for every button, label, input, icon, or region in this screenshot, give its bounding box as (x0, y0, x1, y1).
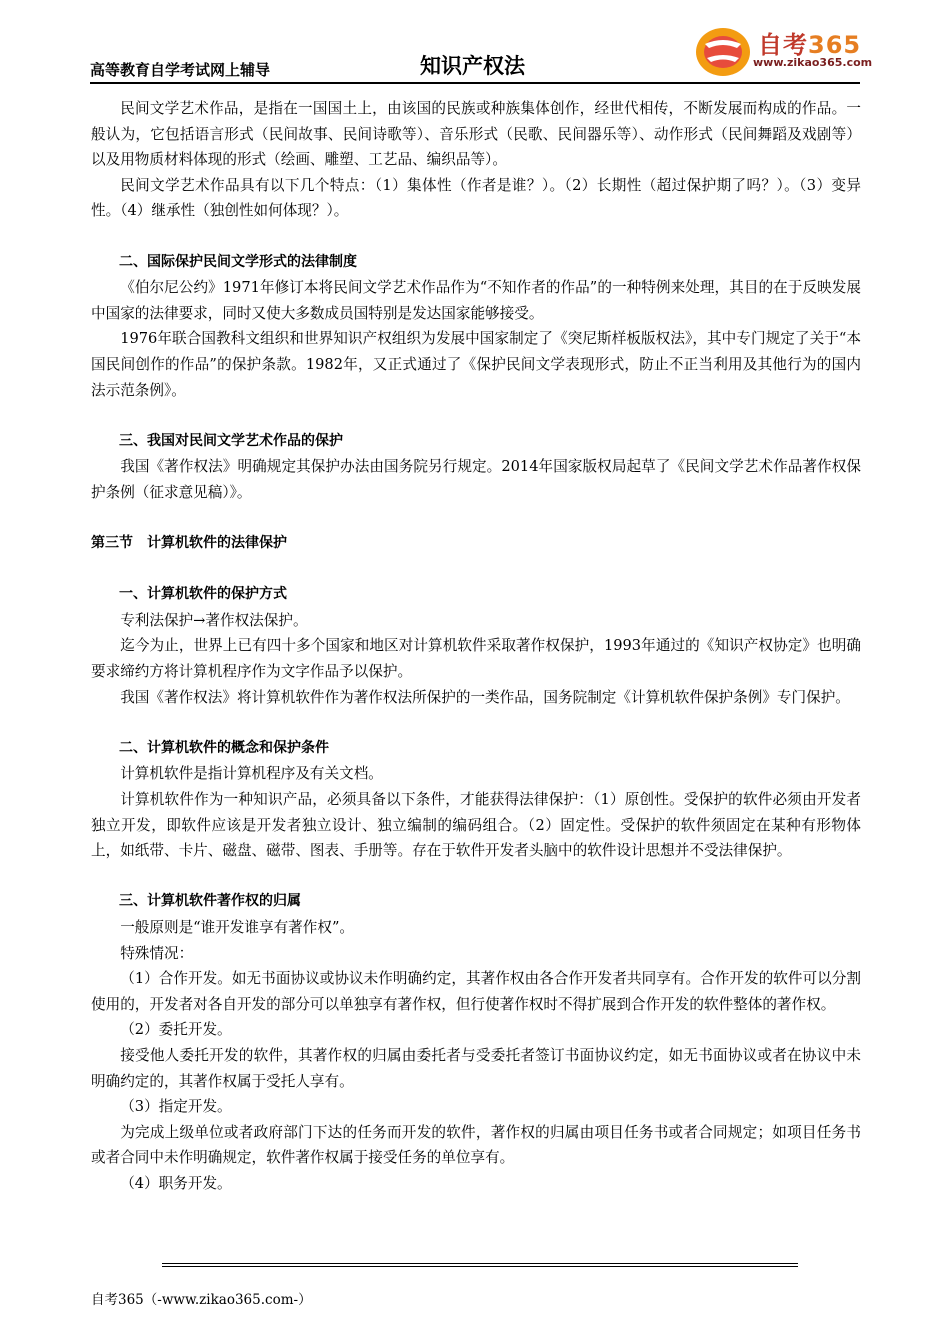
page-header (90, 20, 873, 82)
section-heading: 二、计算机软件的概念和保护条件 (119, 739, 329, 756)
body-paragraph: 我国《著作权法》将计算机软件作为著作权法所保护的一类作品，国务院制定《计算机软件保护条例》专门保护。 (120, 688, 850, 706)
section-heading: 三、计算机软件著作权的归属 (119, 893, 301, 910)
logo-wordmark: 自考365 (758, 31, 862, 59)
body-paragraph: 1976年联合国教科文组织和世界知识产权组织为发展中国家制定了《突尼斯样板版权法》，其中专门规定了关于“本国民间创作的作品”的保护条款。1982年，又正式通过了《保护民间文学表现形式，防止不正当利用及其他行为的国内法示范条例》。 (91, 330, 861, 399)
logo-url: www.zikao365.com (753, 56, 873, 69)
body-paragraph: 我国《著作权法》明确规定其保护办法由国务院另行规定。2014年国家版权局起草了《民间文学艺术作品著作权保护条例（征求意见稿）》。 (91, 458, 861, 501)
body-paragraph: 计算机软件作为一种知识产品，必须具备以下条件，才能获得法律保护：（1）原创性。受保护的软件必须由开发者独立开发，即软件应该是开发者独立设计、独立编制的编码组合。（2）固定性。受保护的软件须固定在某种有形物体上，如纸带、卡片、磁盘、磁带、图表、手册等。存在于软件开发者头脑中的软件设计思想并不受法律保护。 (91, 791, 861, 860)
logo-emblem-icon (693, 22, 753, 80)
section-heading: 一、计算机软件的保护方式 (119, 586, 287, 603)
body-paragraph: （4）职务开发。 (120, 1174, 232, 1192)
body-paragraph: 计算机软件是指计算机程序及有关文档。 (120, 765, 383, 783)
body-paragraph: 《伯尔尼公约》1971年修订本将民间文学艺术作品作为“不知作者的作品”的一种特例来处理，其目的在于反映发展中国家的法律要求，同时又使大多数成员国特别是发达国家能够接受。 (91, 279, 861, 322)
header-divider (90, 82, 860, 84)
body-paragraph: （1）合作开发。如无书面协议或协议未作明确约定，其著作权由各合作开发者共同享有。合作开发的软件可以分割使用的，开发者对各自开发的部分可以单独享有著作权，但行使著作权时不得扩展到合作开发的软件整体的著作权。 (91, 970, 861, 1013)
body-paragraph: 民间文学艺术作品具有以下几个特点：（1）集体性（作者是谁？）。（2）长期性（超过保护期了吗？）。（3）变异性。（4）继承性（独创性如何体现？）。 (91, 176, 861, 220)
zikao365-logo[interactable] (693, 22, 873, 80)
body-paragraph: 一般原则是“谁开发谁享有著作权”。 (120, 919, 355, 936)
body-paragraph: 特殊情况： (120, 944, 194, 962)
body-paragraph: 接受他人委托开发的软件，其著作权的归属由委托者与受委托者签订书面协议约定，如无书面协议或者在协议中未明确约定的，其著作权属于受托人享有。 (91, 1046, 861, 1090)
footer-divider (162, 1263, 798, 1264)
section-heading: 二、国际保护民间文学形式的法律制度 (119, 253, 357, 270)
chapter-heading: 第三节 计算机软件的法律保护 (91, 535, 287, 552)
body-paragraph: （3）指定开发。 (120, 1098, 232, 1116)
header-subtitle: 高等教育自学考试网上辅导 (90, 61, 271, 79)
document-title: 知识产权法 (420, 54, 525, 78)
footer-divider (162, 1266, 798, 1267)
footer-text: 自考365（-www.zikao365.com-） (91, 1292, 312, 1308)
body-paragraph: 迄今为止，世界上已有四十多个国家和地区对计算机软件采取著作权保护，1993年通过的《知识产权协定》也明确要求缔约方将计算机程序作为文字作品予以保护。 (91, 637, 861, 681)
body-paragraph: 为完成上级单位或者政府部门下达的任务而开发的软件，著作权的归属由项目任务书或者合同规定；如项目任务书或者合同中未作明确规定，软件著作权属于接受任务的单位享有。 (91, 1123, 861, 1167)
body-paragraph: （2）委托开发。 (120, 1021, 232, 1039)
document-body (91, 96, 861, 1197)
body-paragraph: 专利法保护→著作权法保护。 (120, 611, 308, 629)
section-heading: 三、我国对民间文学艺术作品的保护 (119, 432, 343, 449)
body-paragraph: 民间文学艺术作品，是指在一国国土上，由该国的民族或种族集体创作，经世代相传，不断发展而构成的作品。一般认为，它包括语言形式（民间故事、民间诗歌等）、音乐形式（民歌、民间器乐等）、动作形式（民间舞蹈及戏剧等）以及用物质材料体现的形式（绘画、雕塑、工艺品、编织品等）。 (91, 100, 861, 169)
